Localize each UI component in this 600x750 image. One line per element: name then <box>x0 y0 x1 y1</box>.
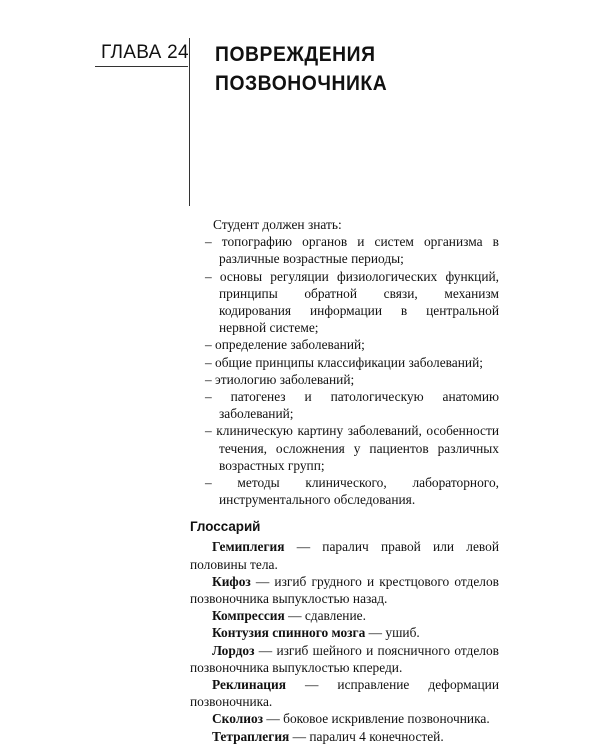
glossary-entry <box>190 573 499 607</box>
chapter-number: ГЛАВА 24 <box>101 42 189 63</box>
glossary-definition: — ушиб. <box>365 625 420 641</box>
glossary-term: Контузия спинного мозга <box>212 625 366 641</box>
requirement-item: – патогенез и патологическую анатомию заболеваний; <box>205 389 499 422</box>
requirements-intro: Студент должен знать: <box>213 217 342 232</box>
glossary-definition: — изгиб шейного и поясничного отделов позвоночника выпуклостью кпереди. <box>190 642 499 675</box>
chapter-title <box>215 40 387 98</box>
requirement-item: – основы регуляции физиологических функций, принципы обратной связи, механизм кодирования информации в центральной нервной системе; <box>205 268 499 336</box>
requirement-item: – определение заболеваний; <box>205 337 365 353</box>
glossary-entry <box>190 710 499 727</box>
glossary-heading: Глоссарий <box>190 519 261 535</box>
chapter-title-line: ПОЗВОНОЧНИКА <box>215 72 388 95</box>
header-horizontal-rule <box>95 66 188 67</box>
glossary-definition: — паралич правой или левой половины тела. <box>190 539 499 572</box>
requirement-item: – общие принципы классификации заболеваний; <box>205 354 483 370</box>
header-vertical-rule <box>189 38 190 206</box>
chapter-body <box>190 216 499 745</box>
glossary-definition: — исправление деформации позвоночника. <box>190 677 499 710</box>
glossary-list <box>190 538 499 744</box>
glossary-term: Кифоз <box>212 573 251 589</box>
requirement-item: – клиническую картину заболеваний, особенности течения, осложнения у пациентов различных возрастных групп; <box>205 423 499 473</box>
glossary-term: Компрессия <box>212 608 285 624</box>
glossary-term: Сколиоз <box>212 711 264 727</box>
glossary-entry <box>190 676 499 710</box>
requirements-list <box>205 233 499 508</box>
glossary-definition: — сдавление. <box>284 608 366 624</box>
requirement-item: – топографию органов и систем организма в различные возрастные периоды; <box>205 234 499 267</box>
glossary-definition: — изгиб грудного и крестцового отделов позвоночника выпуклостью назад. <box>190 573 499 607</box>
glossary-term: Гемиплегия <box>212 539 285 555</box>
glossary-entry <box>190 538 499 572</box>
glossary-entry <box>190 607 499 624</box>
glossary-entry <box>190 642 499 676</box>
chapter-title-line: ПОВРЕЖДЕНИЯ <box>215 43 376 66</box>
requirement-item: – методы клинического, лабораторного, инструментального обследования. <box>205 475 499 508</box>
requirement-item: – этиологию заболеваний; <box>205 371 355 387</box>
glossary-term: Реклинация <box>212 677 286 693</box>
glossary-term: Лордоз <box>212 642 255 658</box>
glossary-entry <box>190 624 499 641</box>
glossary-definition: — паралич 4 конечностей. <box>289 728 444 744</box>
glossary-definition: — боковое искривление позвоночника. <box>263 711 490 727</box>
glossary-term: Тетраплегия <box>212 728 290 744</box>
glossary-entry <box>190 728 499 745</box>
